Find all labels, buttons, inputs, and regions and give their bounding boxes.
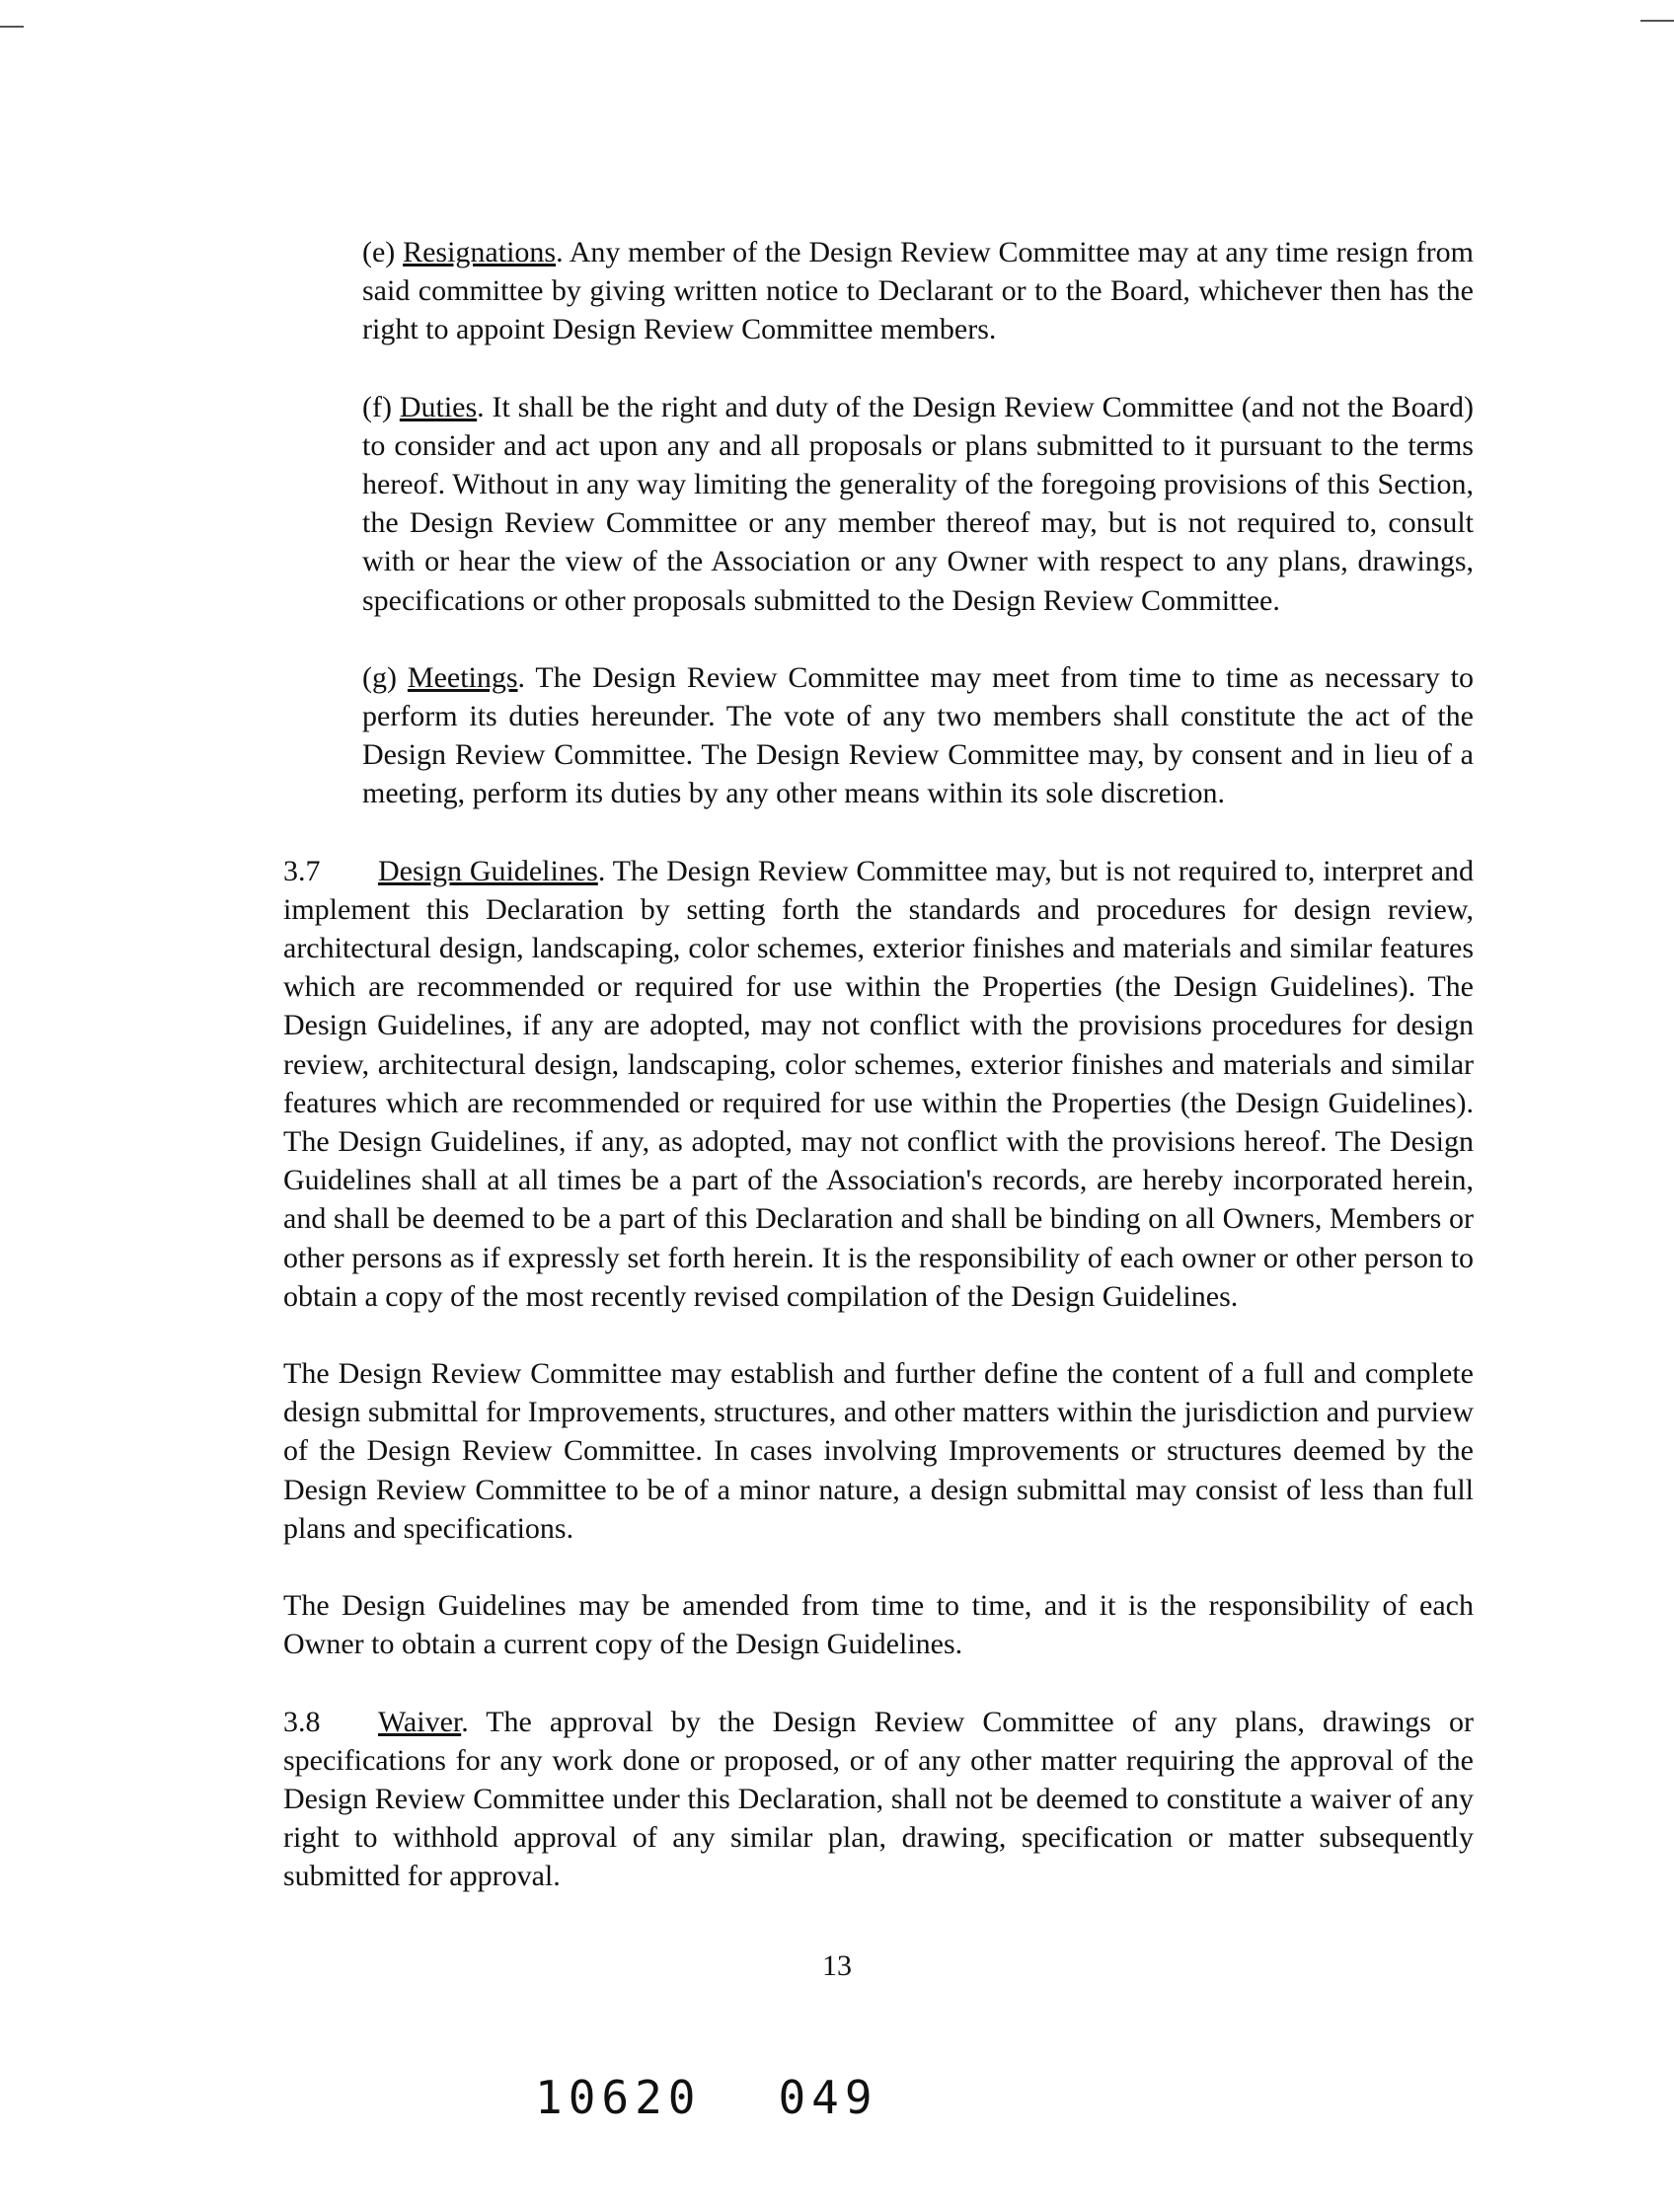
recording-stamp: [535, 2071, 955, 2124]
section-number: 3.8: [283, 1705, 321, 1738]
section-number: 3.7: [283, 854, 321, 887]
item-label: (g): [362, 660, 408, 694]
page-number: 13: [822, 1949, 852, 1982]
section-3-7-design-guidelines: [187, 852, 1474, 1316]
item-label: (f): [362, 390, 400, 423]
paragraph-design-submittal: The Design Review Committee may establish and further define the content of a full and complete design submittal for Improvements, structures, and other matters within the jurisdiction and purview of the Design Review Committee. In cases involving Improvements or structures deemed by the Design Review Committee to be of a minor nature, a design submittal may consist of less than full plans and specifications.: [283, 1357, 1474, 1545]
scan-edge-mark-right: [1640, 20, 1674, 22]
section-heading: Duties: [399, 390, 478, 423]
section-3-8-waiver: [187, 1703, 1474, 1896]
section-heading: Meetings: [407, 660, 518, 694]
paragraph-text: . The approval by the Design Review Committee of any plans, drawings or specifications for any work done or proposed, or of any other matter requiring the approval of the Design Review Committee under this Declaration, shall not be deemed to constitute a waiver of any right to withhold approval of any similar plan, drawing, specification or matter subsequently submitted for approval.: [283, 1705, 1474, 1893]
section-heading: Design Guidelines: [378, 854, 598, 887]
paragraph-text: . It shall be the right and duty of the Design Review Committee (and not the Board) to consider and act upon any and all proposals or plans submitted to it pursuant to the terms hereof. Without in any way limiting the generality of the foregoing provisions of this Section, the Design Review Committee or any member thereof may, but is not required to, consult with or hear the view of the Association or any Owner with respect to any plans, drawings, specifications or other proposals submitted to the Design Review Committee.: [362, 390, 1474, 617]
paragraph-text: . The Design Review Committee may meet from time to time as necessary to perform its duties hereunder. The vote of any two members shall constitute the act of the Design Review Committee. The Design Review Committee may, by consent and in lieu of a meeting, perform its duties by any other means within its sole discretion.: [362, 660, 1474, 810]
paragraph-meetings: [187, 658, 1474, 813]
paragraph-resignations: [187, 233, 1474, 349]
section-heading: Resignations: [403, 236, 557, 268]
paragraph-text: . The Design Review Committee may, but is not required to, interpret and implement this Declaration by setting forth the standards and procedures for design review, architectural design, landscaping, color schemes, exterior finishes and materials and similar features which are recommended or required for use within the Properties (the Design Guidelines). The Design Guidelines, if any are adopted, may not conflict with the provisions procedures for design review, architectural design, landscaping, color schemes, exterior finishes and materials and similar features which are recommended or required for use within the Properties (the Design Guidelines). The Design Guidelines, if any, as adopted, may not conflict with the provisions hereof. The Design Guidelines shall at all times be a part of the Association's records, are hereby incorporated herein, and shall be deemed to be a part of this Declaration and shall be binding on all Owners, Members or other persons as if expressly set forth herein. It is the responsibility of each owner or other person to obtain a copy of the most recently revised compilation of the Design Guidelines.: [283, 854, 1475, 1313]
paragraph-guidelines-amendment: The Design Guidelines may be amended from time to time, and it is the responsibility of each Owner to obtain a current copy of the Design Guidelines.: [283, 1589, 1474, 1661]
paragraph-text: . Any member of the Design Review Committee may at any time resign from said committee by giving written notice to Declarant or to the Board, whichever then has the right to appoint Design Review Committee members.: [362, 236, 1475, 346]
stamp-page-number: 049: [778, 2071, 878, 2124]
document-body: [187, 233, 1474, 1935]
stamp-book-number: 10620: [535, 2071, 702, 2124]
paragraph-duties: [187, 388, 1474, 620]
scan-edge-mark-left: [0, 26, 24, 28]
item-label: (e): [362, 236, 404, 268]
section-heading: Waiver: [378, 1705, 462, 1738]
